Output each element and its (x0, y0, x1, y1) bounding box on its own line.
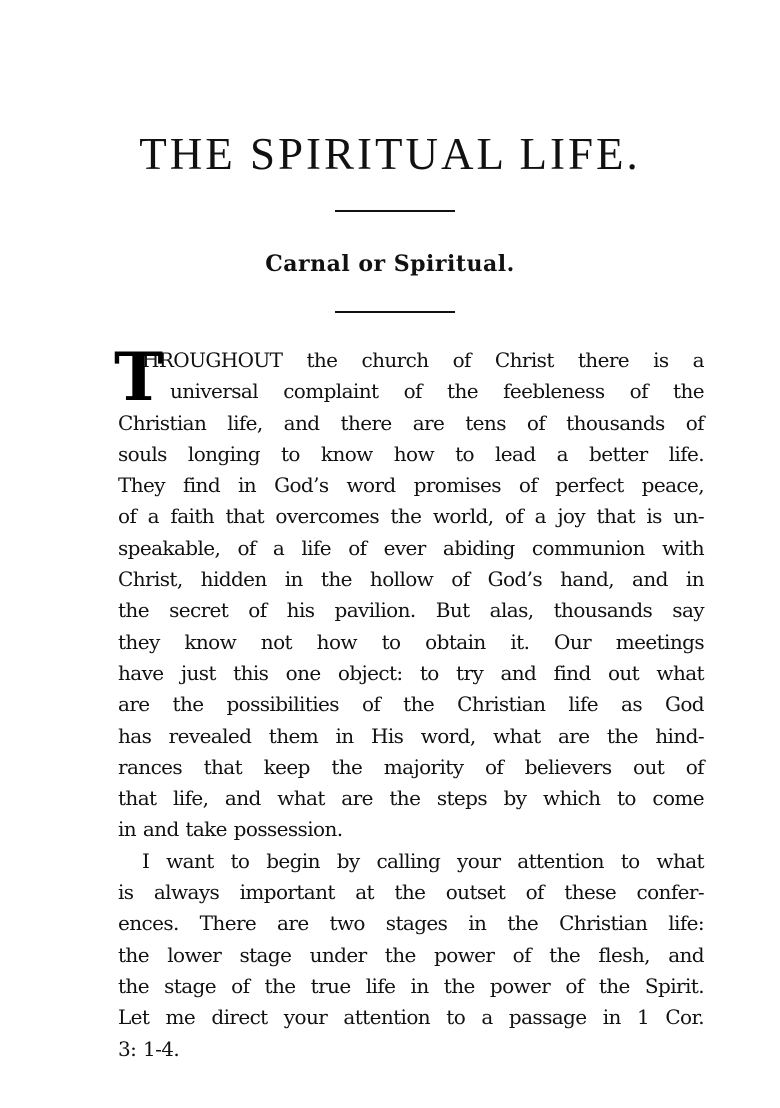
text-line: I want to begin by calling your attention to what (142, 848, 704, 873)
text-line: the secret of his pavilion. But alas, thousands say (118, 598, 704, 623)
body-text (114, 338, 704, 1065)
text-line: the stage of the true life in the power of the Spirit. (118, 973, 704, 998)
text-line: Let me direct your attention to a passage in 1 Cor. (118, 1005, 704, 1030)
text-line: They find in God’s word promises of perfect peace, (118, 473, 704, 498)
paragraph-2 (118, 846, 704, 1065)
text-line: in and take possession. (118, 817, 343, 842)
text-line: are the possibilities of the Christian life as God (118, 692, 704, 717)
text-line: has revealed them in His word, what are the hind- (118, 723, 704, 748)
chapter-title: THE SPIRITUAL LIFE. (139, 129, 641, 179)
text-line: is always important at the outset of these confer- (118, 880, 704, 905)
text-line: have just this one object: to try and find out what (118, 660, 704, 685)
section-subtitle: Carnal or Spiritual. (265, 251, 515, 277)
text-line: that life, and what are the steps by which to come (118, 786, 704, 811)
text-line: ences. There are two stages in the Christian life: (118, 911, 704, 936)
text-line: rances that keep the majority of believers out of (118, 754, 704, 779)
text-line: Christian life, and there are tens of thousands of (118, 410, 704, 435)
text-line: they know not how to obtain it. Our meetings (118, 629, 704, 654)
text-line: souls longing to know how to lead a better life. (118, 441, 704, 466)
paragraph-1 (118, 345, 704, 846)
divider-top (335, 210, 455, 212)
divider-bottom (335, 311, 455, 313)
text-line: the lower stage under the power of the flesh, and (118, 942, 704, 967)
drop-cap: T (114, 338, 163, 416)
text-line: universal complaint of the feebleness of the (170, 379, 704, 404)
text-line: of a faith that overcomes the world, of a joy that is un- (118, 504, 704, 529)
text-line: speakable, of a life of ever abiding communion with (118, 535, 704, 560)
text-line: 3: 1-4. (118, 1036, 180, 1061)
text-line: HROUGHOUT the church of Christ there is a (142, 348, 704, 372)
text-line: Christ, hidden in the hollow of God’s hand, and in (118, 567, 704, 592)
